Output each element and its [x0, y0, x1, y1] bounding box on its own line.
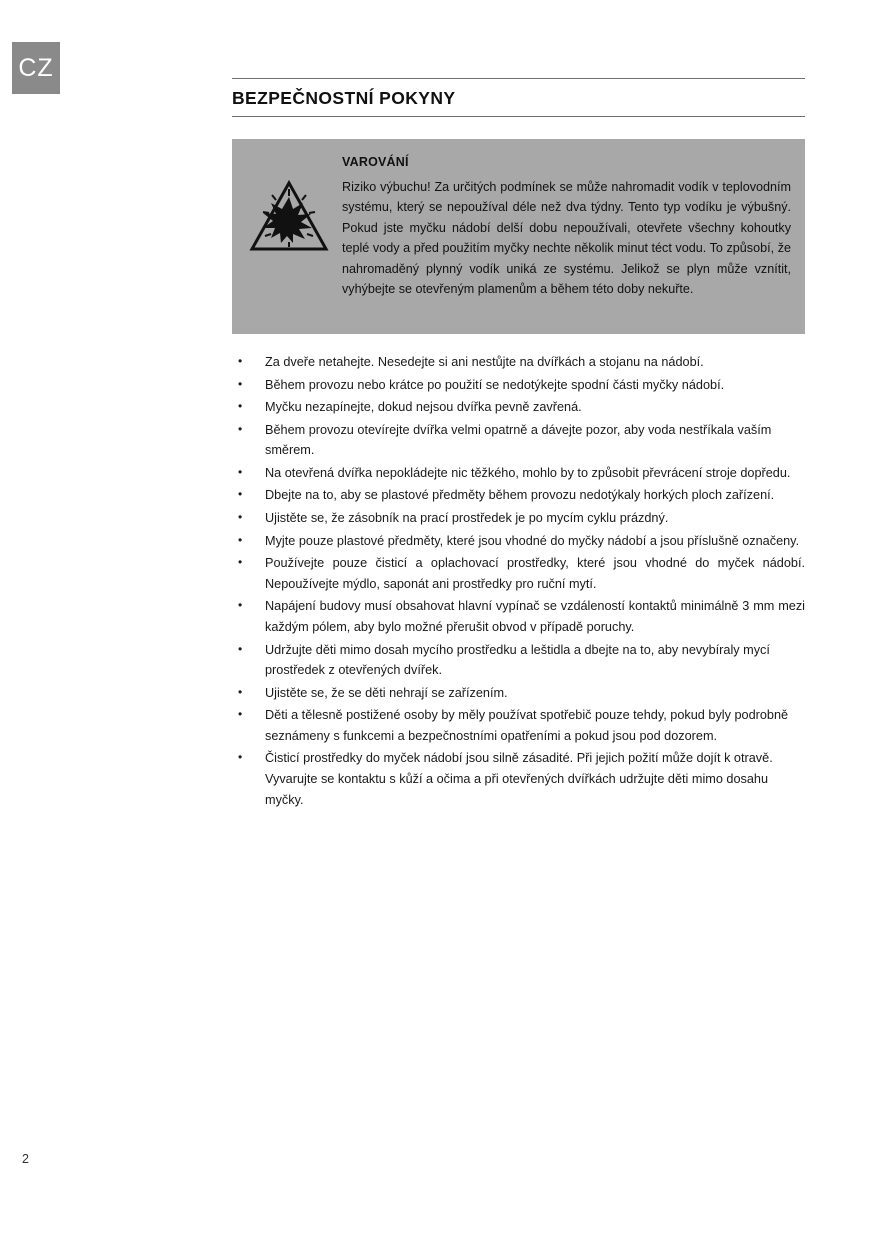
list-item — [232, 485, 805, 506]
bullet-icon: • — [238, 354, 243, 368]
bullet-icon: • — [238, 598, 243, 613]
list-item-text: Čisticí prostředky do myček nádobí jsou silně zásadité. Při jejich požití může dojít k otravě. Vyvarujte se kontaktu s kůží a očima a při otevřených dvířkách udržujte děti mimo dosahu myčky. — [265, 751, 773, 807]
page-title: BEZPEČNOSTNÍ POKYNY — [232, 88, 456, 108]
list-item-text: Napájení budovy musí obsahovat hlavní vypínač se vzdáleností kontaktů minimálně 3 mm mezi každým pólem, aby bylo možné přerušit obvod v případě poruchy. — [265, 599, 805, 634]
warning-body — [342, 153, 791, 299]
language-tab-label: CZ — [18, 53, 54, 82]
bullet-icon: • — [238, 399, 243, 414]
safety-notes-list — [232, 352, 805, 810]
bullet-icon: • — [238, 707, 243, 722]
list-item-text: Během provozu otevírejte dvířka velmi opatrně a dávejte pozor, aby voda nestříkala vaším směrem. — [265, 422, 772, 458]
bullet-icon: • — [238, 464, 243, 479]
bullet-icon: • — [238, 421, 243, 436]
list-item-text: Používejte pouze čisticí a oplachovací prostředky, které jsou vhodné do myček nádobí. Nepoužívejte mýdlo, saponát ani prostředky pro ruční mytí. — [265, 556, 805, 591]
list-item — [232, 683, 805, 704]
list-item-text: Během provozu nebo krátce po použití se nedotýkejte spodní části myčky nádobí. — [265, 377, 725, 392]
page-content — [232, 78, 805, 812]
list-item-text: Ujistěte se, že se děti nehrají se zařízením. — [265, 685, 508, 700]
list-item — [232, 596, 805, 637]
explosion-warning-triangle-icon — [246, 153, 332, 255]
list-item — [232, 748, 805, 810]
title-rule-bottom — [232, 116, 805, 117]
list-item — [232, 508, 805, 529]
page-number: 2 — [22, 1152, 29, 1166]
list-item — [232, 705, 805, 746]
list-item — [232, 531, 805, 552]
bullet-icon: • — [238, 532, 243, 547]
warning-text: Riziko výbuchu! Za určitých podmínek se může nahromadit vodík v teplovodním systému, který se nepoužíval déle než dva týdny. Tento typ vodíku je výbušný. Pokud jste myčku nádobí delší dobu nepoužívali, otevřete všechny kohoutky teplé vody a před použitím myčky nechte několik minut téct vodu. To způsobí, že nahromaděný plynný vodík uniká ze systému. Jelikož se plyn může vznítit, vyhýbejte se otevřeným plamenům a během této doby nekuřte. — [342, 180, 791, 296]
warning-heading: VAROVÁNÍ — [342, 155, 409, 169]
list-item-text: Dbejte na to, aby se plastové předměty během provozu nedotýkaly horkých ploch zařízení. — [265, 488, 775, 503]
bullet-icon: • — [238, 750, 243, 765]
list-item — [232, 463, 805, 484]
list-item-text: Ujistěte se, že zásobník na prací prostředek je po mycím cyklu prázdný. — [265, 511, 669, 526]
list-item-text: Udržujte děti mimo dosah mycího prostředku a leštidla a dbejte na to, aby nevybíraly mycí prostředek z otevřených dvířek. — [265, 642, 770, 678]
list-item-text: Myjte pouze plastové předměty, které jsou vhodné do myčky nádobí a jsou příslušně označeny. — [265, 533, 800, 548]
bullet-icon: • — [238, 376, 243, 391]
list-item-text: Děti a tělesně postižené osoby by měly používat spotřebič pouze tehdy, pokud byly podrobně seznámeny s funkcemi a bezpečnostními opatřeními a pokud jsou pod dozorem. — [265, 708, 789, 743]
list-item-text: Na otevřená dvířka nepokládejte nic těžkého, mohlo by to způsobit převrácení stroje dopředu. — [265, 465, 791, 480]
list-item — [232, 553, 805, 594]
list-item — [232, 375, 805, 396]
list-item — [232, 397, 805, 418]
warning-box — [232, 139, 805, 334]
language-tab — [12, 42, 60, 94]
bullet-icon: • — [238, 555, 243, 570]
list-item — [232, 640, 805, 681]
bullet-icon: • — [238, 510, 243, 525]
bullet-icon: • — [238, 684, 243, 699]
list-item-text: Myčku nezapínejte, dokud nejsou dvířka pevně zavřená. — [265, 400, 582, 415]
list-item — [232, 352, 805, 373]
list-item-text: Za dveře netahejte. Nesedejte si ani nestůjte na dvířkách a stojanu na nádobí. — [265, 355, 704, 369]
bullet-icon: • — [238, 487, 243, 502]
list-item — [232, 420, 805, 461]
bullet-icon: • — [238, 641, 243, 656]
